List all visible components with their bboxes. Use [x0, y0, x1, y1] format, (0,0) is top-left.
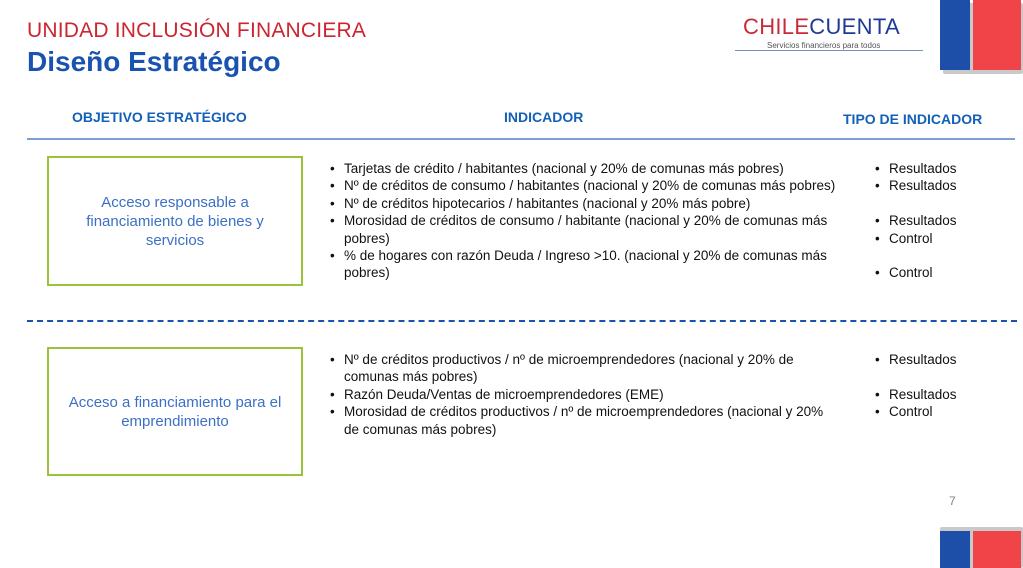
flag-blue-stripe — [940, 0, 970, 70]
indicator-item: • Nº de créditos hipotecarios / habitantes (nacional y 20% más pobre) — [328, 195, 836, 212]
indicator-item: • Razón Deuda/Ventas de microemprendedores (EME) — [328, 386, 836, 403]
objective-box: Acceso a financiamiento para el emprendimiento — [47, 347, 303, 476]
indicator-list — [328, 160, 836, 282]
objective-box: Acceso responsable a financiamiento de bienes y servicios — [47, 156, 303, 286]
section-separator — [27, 320, 1017, 322]
indicator-type-list — [873, 351, 1003, 421]
indicator-item: • Nº de créditos de consumo / habitantes (nacional y 20% de comunas más pobres) — [328, 177, 836, 194]
flag-red-stripe — [973, 0, 1021, 70]
indicator-type-item: • Resultados — [873, 212, 1003, 229]
header-divider — [27, 138, 1015, 140]
indicator-type-item: • Control — [873, 230, 1003, 247]
logo-wordmark — [743, 14, 900, 40]
column-header-indicador: INDICADOR — [504, 109, 584, 125]
indicator-item: • Morosidad de créditos de consumo / habitante (nacional y 20% de comunas más pobres) — [328, 212, 836, 247]
column-header-objetivo: OBJETIVO ESTRATÉGICO — [72, 109, 247, 125]
flag-blue-stripe — [940, 531, 970, 568]
unit-title: UNIDAD INCLUSIÓN FINANCIERA — [27, 19, 367, 42]
indicator-type-list — [873, 160, 1003, 282]
logo-word-blue: CUENTA — [809, 14, 900, 39]
indicator-list — [328, 351, 836, 438]
indicator-type-item: • Control — [873, 403, 1003, 420]
indicator-item: • Tarjetas de crédito / habitantes (nacional y 20% de comunas más pobres) — [328, 160, 836, 177]
indicator-item: • Morosidad de créditos productivos / nº de microemprendedores (nacional y 20% de comunas más pobres) — [328, 403, 836, 438]
indicator-type-item: • Resultados — [873, 351, 1003, 368]
logo-word-red: CHILE — [743, 14, 810, 39]
indicator-type-item: • Resultados — [873, 160, 1003, 177]
indicator-type-item: • Resultados — [873, 386, 1003, 403]
logo-tagline: Servicios financieros para todos — [767, 41, 881, 50]
indicator-type-item: • Control — [873, 264, 1003, 281]
slide-title: Diseño Estratégico — [27, 46, 281, 77]
page-number: 7 — [949, 494, 956, 508]
chilecuenta-logo — [735, 14, 923, 54]
indicator-item: • % de hogares con razón Deuda / Ingreso >10. (nacional y 20% de comunas más pobres) — [328, 247, 836, 282]
flag-decoration-bottom — [940, 527, 1023, 568]
flag-decoration-top — [940, 0, 1023, 74]
column-header-tipo: TIPO DE INDICADOR — [843, 111, 983, 127]
logo-underline — [735, 50, 923, 51]
indicator-item: • Nº de créditos productivos / nº de microemprendedores (nacional y 20% de comunas más pobres) — [328, 351, 836, 386]
flag-red-stripe — [973, 531, 1021, 568]
indicator-type-item: • Resultados — [873, 177, 1003, 194]
